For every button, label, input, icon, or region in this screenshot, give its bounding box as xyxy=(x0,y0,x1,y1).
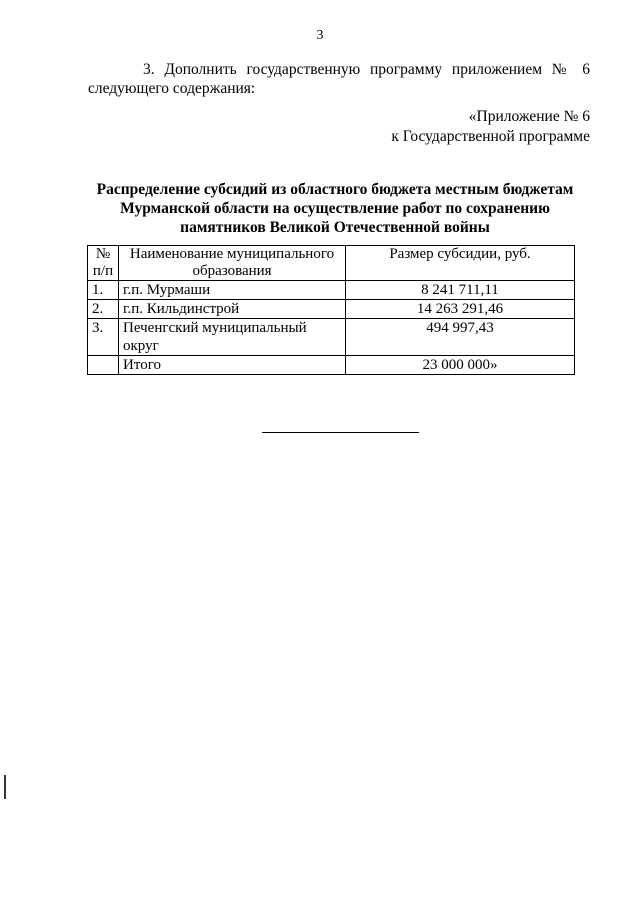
title-line-2: Мурманской области на осуществление работ по сохранению xyxy=(120,200,550,217)
row-num: 1. xyxy=(88,281,119,300)
row-amount: 14 263 291,46 xyxy=(346,300,575,319)
header-num-line-1: № xyxy=(95,246,111,262)
row-amount: 23 000 000» xyxy=(346,356,575,375)
row-num: 3. xyxy=(88,319,119,356)
header-name-line-1: Наименование муниципального xyxy=(129,246,335,262)
title-line-3: памятников Великой Отечественной войны xyxy=(180,219,490,236)
end-divider-line xyxy=(262,432,419,433)
row-num xyxy=(88,356,119,375)
paragraph-line-1: 3. Дополнить государственную программу приложением № 6 xyxy=(143,61,590,78)
table-row-total xyxy=(88,356,575,375)
paragraph-line-2: следующего содержания: xyxy=(88,80,256,97)
appendix-line-1: «Приложение № 6 xyxy=(468,108,590,125)
title-line-1: Распределение субсидий из областного бюджета местным бюджетам xyxy=(96,181,574,198)
table-row xyxy=(88,281,575,300)
row-name: Итого xyxy=(119,356,346,375)
row-amount: 8 241 711,11 xyxy=(346,281,575,300)
row-name: г.п. Мурмаши xyxy=(119,281,346,300)
row-amount: 494 997,43 xyxy=(346,319,575,356)
row-name: г.п. Кильдинстрой xyxy=(119,300,346,319)
header-name-line-2: образования xyxy=(192,263,272,279)
page-number: 3 xyxy=(316,28,324,43)
table-row xyxy=(88,300,575,319)
amendment-paragraph xyxy=(88,60,590,98)
header-name xyxy=(119,246,346,281)
header-amount: Размер субсидии, руб. xyxy=(346,246,575,281)
header-num xyxy=(88,246,119,281)
appendix-line-2: к Государственной программе xyxy=(391,128,590,145)
scan-margin-mark xyxy=(4,775,6,799)
header-num-line-2: п/п xyxy=(92,263,114,279)
row-name: Печенгский муниципальный округ xyxy=(119,319,346,356)
table-row xyxy=(88,319,575,356)
table-body xyxy=(88,281,575,375)
table-header-row xyxy=(88,246,575,281)
document-title xyxy=(80,180,590,237)
appendix-heading xyxy=(391,107,590,147)
row-num: 2. xyxy=(88,300,119,319)
subsidy-table xyxy=(87,245,575,375)
